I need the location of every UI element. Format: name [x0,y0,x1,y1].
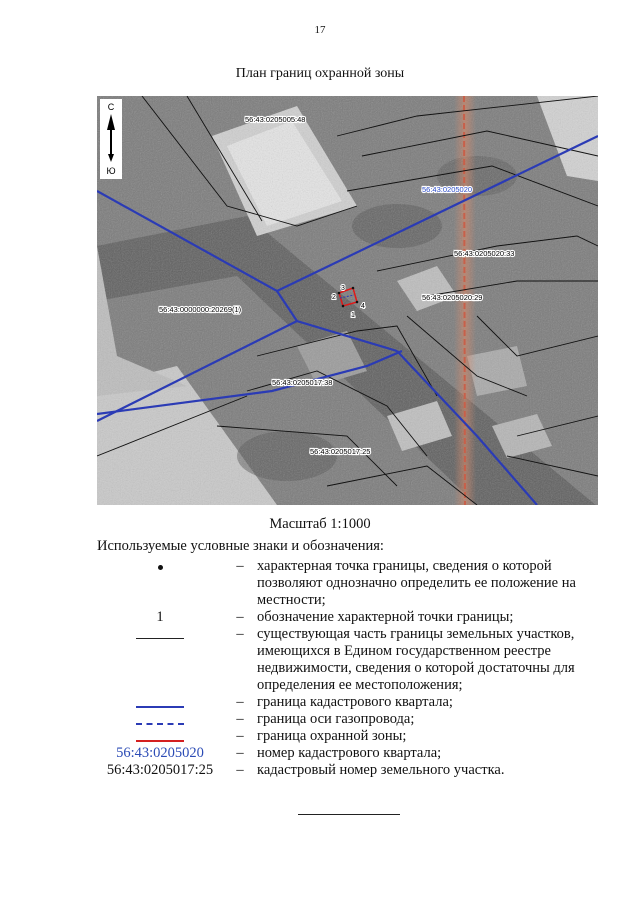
blue-dash-line-icon [136,723,184,725]
legend-item-quarter-number: 56:43:0205020 – номер кадастрового квартала; [116,745,442,761]
point-label-3: 3 [341,285,345,292]
parcel-label: 56:43:0000000:20269(1) [159,305,242,314]
parcel-label: 56:43:0205017:38 [272,378,333,387]
boundary-point-marker [356,301,359,304]
legend-title: Используемые условные знаки и обозначения: [97,538,384,554]
cadastral-map[interactable] [97,96,598,505]
page-number: 17 [314,24,326,36]
legend [97,558,602,779]
point-label-1: 1 [351,312,355,319]
point-label-4: 4 [361,303,365,310]
legend-item-protection-zone: – граница охранной зоны; [97,728,602,745]
quarter-label: 56:43:0205020 [422,185,473,194]
parcel-label: 56:43:0205020:33 [454,249,515,258]
end-rule [298,814,400,815]
legend-item-existing-boundary: – существующая часть границы земельных участков, имеющихся в Едином государственном реестре недвижимости, сведения о которой достаточны для определения ее местоположения; [97,626,602,694]
dot-icon [158,565,163,570]
map-canvas [97,96,598,505]
imagery-texture [97,96,598,505]
boundary-point-marker [352,287,355,290]
parcel-label: 56:43:0205020:29 [422,293,483,302]
legend-item-parcel-number: 56:43:0205017:25 – кадастровый номер земельного участка. [106,762,505,778]
legend-item-boundary-point: – характерная точка границы, сведения о которой позволяют однозначно определить ее положение на местности; [97,558,602,609]
plan-title: План границ охранной зоны [235,66,405,81]
blue-line-icon [136,706,184,708]
legend-item-gas-axis: – граница оси газопровода; [97,711,602,728]
legend-item-point-label: 1 – обозначение характерной точки границы; [156,609,514,625]
boundary-point-marker [338,292,341,295]
compass-south-label: Ю [106,166,116,176]
compass-north-label: С [107,102,115,112]
map-scale: Масштаб 1:1000 [269,516,371,532]
point-label-2: 2 [332,294,336,301]
parcel-label: 56:43:0205005:48 [245,115,306,124]
north-arrow [100,99,122,179]
red-line-icon [136,740,184,742]
boundary-point-marker [342,305,345,308]
legend-item-quarter-boundary: – граница кадастрового квартала; [97,694,602,711]
parcel-label: 56:43:0205017:25 [310,447,371,456]
black-line-icon [136,638,184,639]
